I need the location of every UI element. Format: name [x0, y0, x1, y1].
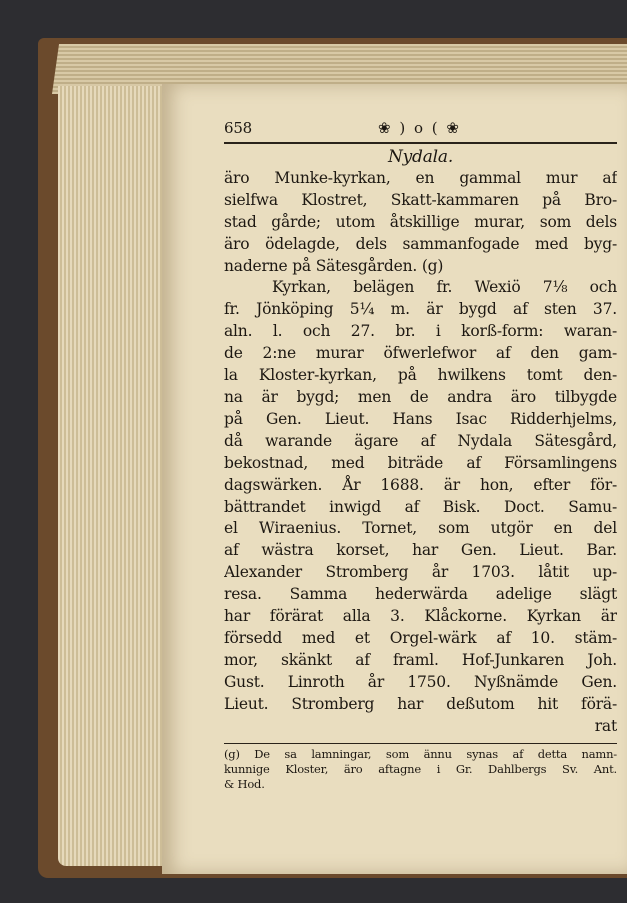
page-stack [58, 86, 168, 866]
catchword: rat [594, 716, 617, 735]
body-line: af wästra korset, har Gen. Lieut. Bar. [224, 541, 617, 560]
footnote-line: & Hod. [224, 777, 265, 792]
body-line: bekostnad, med biträde af Församlingens [224, 453, 617, 472]
body-line: Alexander Stromberg år 1703. låtit up- [224, 563, 617, 582]
body-line: naderne på Sätesgården. (g) [224, 256, 444, 275]
body-line: aln. l. och 27. br. i korß-form: waran- [224, 322, 617, 341]
body-line: na är bygd; men de andra äro tilbygde [224, 387, 617, 406]
body-line: fr. Jönköping 5¼ m. är bygd af sten 37. [224, 300, 617, 319]
body-line: Kyrkan, belägen fr. Wexiö 7⅛ och [272, 278, 617, 297]
running-title: Nydala. [387, 146, 454, 167]
body-line: försedd med et Orgel-wärk af 10. stäm- [224, 628, 617, 647]
body-line: äro Munke-kyrkan, en gammal mur af [224, 168, 617, 187]
body-line: har förärat alla 3. Klåckorne. Kyrkan är [224, 607, 617, 626]
page-text [224, 118, 617, 792]
body-line: de 2:ne murar öfwerlefwor af den gam- [224, 344, 617, 363]
body-line: då warande ägare af Nydala Sätesgård, [224, 431, 617, 450]
body-line: på Gen. Lieut. Hans Isac Ridderhjelms, [224, 409, 617, 428]
body-line: mor, skänkt af framl. Hof-Junkaren Joh. [224, 650, 617, 669]
body-line: bättrandet inwigd af Bisk. Doct. Samu- [224, 497, 617, 516]
body-line: Lieut. Stromberg har deßutom hit förä- [224, 694, 617, 713]
header-ornament: ❀ ) o ( ❀ [378, 119, 461, 137]
body-line: äro ödelagde, dels sammanfogade med byg- [224, 234, 617, 253]
footnote-line: (g) De sa lamningar, som ännu synas af detta namn- [224, 747, 617, 762]
body-line: sielfwa Klostret, Skatt-kammaren på Bro- [224, 190, 617, 209]
page-number: 658 [224, 119, 253, 137]
footnote-line: kunnige Kloster, äro aftagne i Gr. Dahlbergs Sv. Ant. [224, 762, 617, 777]
footnote [224, 743, 617, 792]
body-line: dagswärken. År 1688. är hon, efter för- [224, 475, 617, 494]
page-header [224, 118, 617, 144]
body-line: el Wiraenius. Tornet, som utgör en del [224, 519, 617, 538]
body-line: stad gårde; utom åtskillige murar, som dels [224, 212, 617, 231]
body-line: resa. Samma hederwärda adelige slägt [224, 585, 617, 604]
body-line: Gust. Linroth år 1750. Nyßnämde Gen. [224, 672, 617, 691]
body-line: la Kloster-kyrkan, på hwilkens tomt den- [224, 366, 617, 385]
